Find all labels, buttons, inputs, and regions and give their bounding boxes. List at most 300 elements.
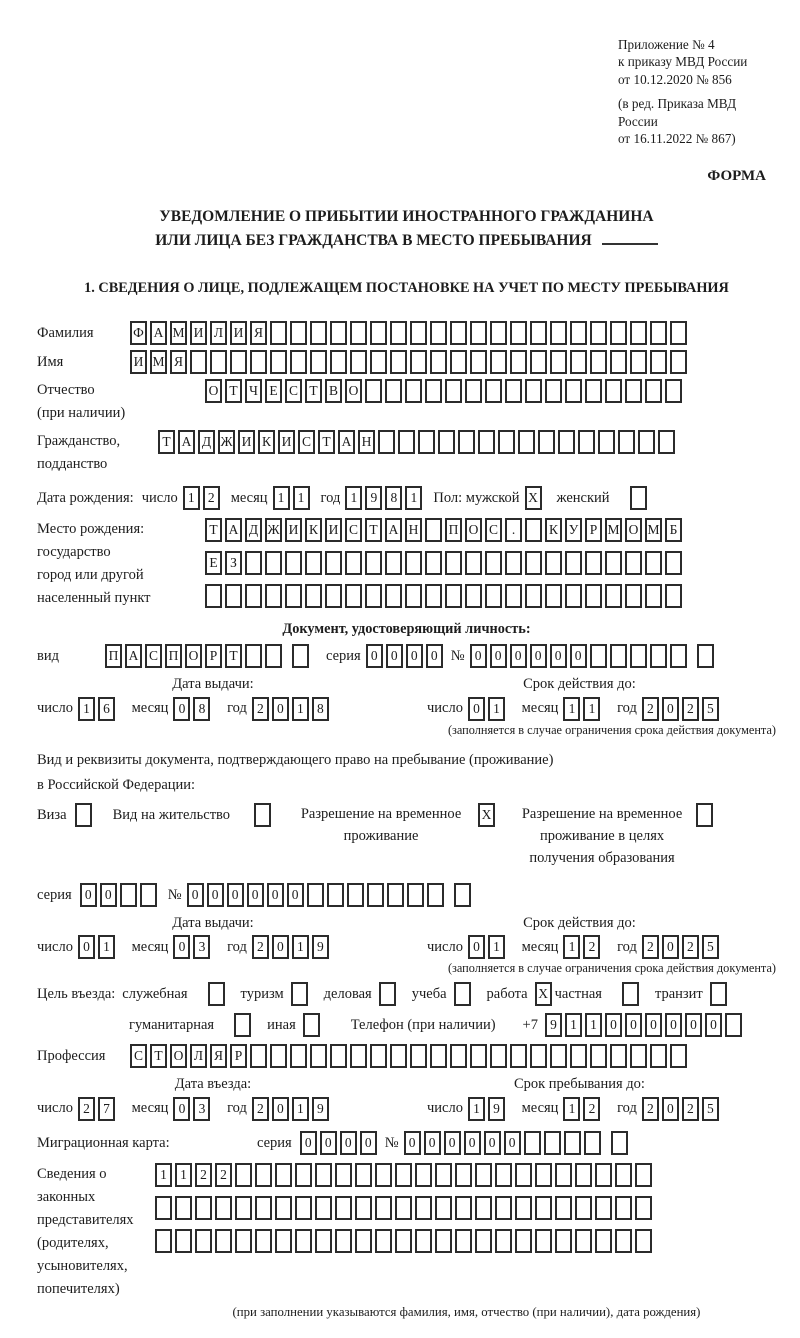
- char-box[interactable]: [670, 1044, 687, 1068]
- char-box[interactable]: [610, 1044, 627, 1068]
- char-box[interactable]: [605, 379, 622, 403]
- char-box[interactable]: [245, 551, 262, 575]
- char-box[interactable]: [325, 551, 342, 575]
- char-box[interactable]: Ф: [130, 321, 147, 345]
- char-box[interactable]: [615, 1229, 632, 1253]
- char-box[interactable]: [395, 1229, 412, 1253]
- char-box[interactable]: [590, 644, 607, 668]
- char-box[interactable]: 6: [98, 697, 115, 721]
- char-box[interactable]: Е: [265, 379, 282, 403]
- char-box[interactable]: [498, 430, 515, 454]
- char-box[interactable]: 1: [563, 697, 580, 721]
- char-box[interactable]: 1: [155, 1163, 172, 1187]
- char-box[interactable]: 1: [345, 486, 362, 510]
- char-box[interactable]: [335, 1163, 352, 1187]
- char-box[interactable]: 0: [272, 935, 289, 959]
- char-box[interactable]: [495, 1163, 512, 1187]
- char-box[interactable]: [303, 1013, 320, 1037]
- char-box[interactable]: [665, 379, 682, 403]
- char-box[interactable]: [347, 883, 364, 907]
- char-box[interactable]: [625, 379, 642, 403]
- char-box[interactable]: [355, 1229, 372, 1253]
- char-box[interactable]: [570, 1044, 587, 1068]
- char-box[interactable]: С: [285, 379, 302, 403]
- char-box[interactable]: [235, 1196, 252, 1220]
- char-box[interactable]: [425, 584, 442, 608]
- char-box[interactable]: 1: [175, 1163, 192, 1187]
- char-box[interactable]: [250, 350, 267, 374]
- char-box[interactable]: [365, 584, 382, 608]
- char-box[interactable]: 0: [173, 1097, 190, 1121]
- char-box[interactable]: [585, 584, 602, 608]
- char-box[interactable]: 2: [682, 935, 699, 959]
- char-box[interactable]: [670, 350, 687, 374]
- char-box[interactable]: [415, 1163, 432, 1187]
- char-box[interactable]: И: [238, 430, 255, 454]
- char-box[interactable]: [415, 1229, 432, 1253]
- char-box[interactable]: [155, 1229, 172, 1253]
- char-box[interactable]: [285, 584, 302, 608]
- char-box[interactable]: [208, 982, 225, 1006]
- char-box[interactable]: [535, 1196, 552, 1220]
- char-box[interactable]: [275, 1196, 292, 1220]
- char-box[interactable]: 1: [78, 697, 95, 721]
- char-box[interactable]: [350, 350, 367, 374]
- char-box[interactable]: [255, 1163, 272, 1187]
- char-box[interactable]: 9: [488, 1097, 505, 1121]
- char-box[interactable]: [575, 1196, 592, 1220]
- char-box[interactable]: [255, 1196, 272, 1220]
- char-box[interactable]: [418, 430, 435, 454]
- char-box[interactable]: Л: [210, 321, 227, 345]
- char-box[interactable]: [605, 551, 622, 575]
- char-box[interactable]: [475, 1229, 492, 1253]
- char-box[interactable]: 0: [406, 644, 423, 668]
- char-box[interactable]: 1: [98, 935, 115, 959]
- char-box[interactable]: О: [625, 518, 642, 542]
- char-box[interactable]: [295, 1163, 312, 1187]
- char-box[interactable]: М: [605, 518, 622, 542]
- char-box[interactable]: [478, 430, 495, 454]
- char-box[interactable]: [155, 1196, 172, 1220]
- char-box[interactable]: [645, 379, 662, 403]
- char-box[interactable]: 2: [78, 1097, 95, 1121]
- char-box[interactable]: [465, 379, 482, 403]
- char-box[interactable]: М: [645, 518, 662, 542]
- char-box[interactable]: [295, 1196, 312, 1220]
- char-box[interactable]: [458, 430, 475, 454]
- char-box[interactable]: С: [298, 430, 315, 454]
- char-box[interactable]: [327, 883, 344, 907]
- char-box[interactable]: У: [565, 518, 582, 542]
- char-box[interactable]: 8: [193, 697, 210, 721]
- char-box[interactable]: [290, 321, 307, 345]
- char-box[interactable]: 0: [464, 1131, 481, 1155]
- char-box[interactable]: А: [385, 518, 402, 542]
- char-box[interactable]: [590, 1044, 607, 1068]
- char-box[interactable]: [335, 1229, 352, 1253]
- char-box[interactable]: З: [225, 551, 242, 575]
- char-box[interactable]: [205, 584, 222, 608]
- char-box[interactable]: 1: [563, 1097, 580, 1121]
- char-box[interactable]: [615, 1163, 632, 1187]
- char-box[interactable]: [387, 883, 404, 907]
- char-box[interactable]: [670, 321, 687, 345]
- char-box[interactable]: О: [185, 644, 202, 668]
- char-box[interactable]: [415, 1196, 432, 1220]
- char-box[interactable]: [495, 1196, 512, 1220]
- char-box[interactable]: 0: [570, 644, 587, 668]
- char-box[interactable]: [425, 518, 442, 542]
- char-box[interactable]: [544, 1131, 561, 1155]
- char-box[interactable]: [565, 584, 582, 608]
- char-box[interactable]: Т: [225, 644, 242, 668]
- char-box[interactable]: [385, 379, 402, 403]
- char-box[interactable]: [575, 1229, 592, 1253]
- char-box[interactable]: [595, 1196, 612, 1220]
- char-box[interactable]: [545, 584, 562, 608]
- char-box[interactable]: [584, 1131, 601, 1155]
- char-box[interactable]: X: [535, 982, 552, 1006]
- char-box[interactable]: Е: [205, 551, 222, 575]
- char-box[interactable]: [635, 1196, 652, 1220]
- char-box[interactable]: А: [125, 644, 142, 668]
- char-box[interactable]: [585, 551, 602, 575]
- char-box[interactable]: 0: [366, 644, 383, 668]
- char-box[interactable]: [445, 379, 462, 403]
- char-box[interactable]: [578, 430, 595, 454]
- char-box[interactable]: [558, 430, 575, 454]
- char-box[interactable]: А: [338, 430, 355, 454]
- char-box[interactable]: [565, 551, 582, 575]
- char-box[interactable]: [330, 321, 347, 345]
- char-box[interactable]: [120, 883, 137, 907]
- char-box[interactable]: [555, 1196, 572, 1220]
- char-box[interactable]: [398, 430, 415, 454]
- char-box[interactable]: [235, 1163, 252, 1187]
- char-box[interactable]: [515, 1163, 532, 1187]
- char-box[interactable]: [530, 1044, 547, 1068]
- char-box[interactable]: И: [325, 518, 342, 542]
- char-box[interactable]: [330, 350, 347, 374]
- char-box[interactable]: [175, 1229, 192, 1253]
- char-box[interactable]: С: [130, 1044, 147, 1068]
- char-box[interactable]: [595, 1229, 612, 1253]
- char-box[interactable]: [555, 1229, 572, 1253]
- char-box[interactable]: [379, 982, 396, 1006]
- char-box[interactable]: 1: [488, 697, 505, 721]
- char-box[interactable]: [290, 1044, 307, 1068]
- char-box[interactable]: [310, 350, 327, 374]
- char-box[interactable]: [395, 1163, 412, 1187]
- char-box[interactable]: [650, 350, 667, 374]
- char-box[interactable]: [140, 883, 157, 907]
- char-box[interactable]: [625, 551, 642, 575]
- char-box[interactable]: [530, 350, 547, 374]
- char-box[interactable]: [465, 584, 482, 608]
- char-box[interactable]: [450, 321, 467, 345]
- char-box[interactable]: 2: [642, 697, 659, 721]
- char-box[interactable]: Д: [198, 430, 215, 454]
- char-box[interactable]: [696, 803, 713, 827]
- char-box[interactable]: [510, 321, 527, 345]
- char-box[interactable]: [405, 379, 422, 403]
- char-box[interactable]: [645, 584, 662, 608]
- char-box[interactable]: Б: [665, 518, 682, 542]
- char-box[interactable]: Р: [585, 518, 602, 542]
- char-box[interactable]: 0: [625, 1013, 642, 1037]
- char-box[interactable]: [635, 1163, 652, 1187]
- char-box[interactable]: [375, 1163, 392, 1187]
- char-box[interactable]: 2: [252, 935, 269, 959]
- char-box[interactable]: [454, 883, 471, 907]
- char-box[interactable]: 0: [468, 697, 485, 721]
- char-box[interactable]: 2: [682, 697, 699, 721]
- char-box[interactable]: [650, 321, 667, 345]
- char-box[interactable]: 9: [312, 1097, 329, 1121]
- char-box[interactable]: [292, 644, 309, 668]
- char-box[interactable]: [505, 584, 522, 608]
- char-box[interactable]: 2: [252, 697, 269, 721]
- char-box[interactable]: А: [225, 518, 242, 542]
- char-box[interactable]: Н: [358, 430, 375, 454]
- char-box[interactable]: О: [170, 1044, 187, 1068]
- char-box[interactable]: [645, 551, 662, 575]
- char-box[interactable]: Ч: [245, 379, 262, 403]
- char-box[interactable]: [210, 350, 227, 374]
- char-box[interactable]: [410, 1044, 427, 1068]
- char-box[interactable]: [665, 551, 682, 575]
- char-box[interactable]: [611, 1131, 628, 1155]
- char-box[interactable]: 0: [207, 883, 224, 907]
- char-box[interactable]: [435, 1163, 452, 1187]
- char-box[interactable]: [265, 584, 282, 608]
- char-box[interactable]: Т: [225, 379, 242, 403]
- char-box[interactable]: П: [165, 644, 182, 668]
- char-box[interactable]: 0: [272, 697, 289, 721]
- char-box[interactable]: 0: [247, 883, 264, 907]
- char-box[interactable]: 0: [100, 883, 117, 907]
- char-box[interactable]: К: [545, 518, 562, 542]
- char-box[interactable]: X: [478, 803, 495, 827]
- char-box[interactable]: 3: [193, 1097, 210, 1121]
- char-box[interactable]: X: [525, 486, 542, 510]
- char-box[interactable]: 5: [702, 935, 719, 959]
- char-box[interactable]: [485, 584, 502, 608]
- char-box[interactable]: 1: [563, 935, 580, 959]
- char-box[interactable]: 0: [80, 883, 97, 907]
- char-box[interactable]: 1: [183, 486, 200, 510]
- char-box[interactable]: [427, 883, 444, 907]
- char-box[interactable]: Л: [190, 1044, 207, 1068]
- char-box[interactable]: Д: [245, 518, 262, 542]
- char-box[interactable]: [195, 1196, 212, 1220]
- char-box[interactable]: 1: [585, 1013, 602, 1037]
- char-box[interactable]: О: [345, 379, 362, 403]
- char-box[interactable]: И: [190, 321, 207, 345]
- char-box[interactable]: П: [105, 644, 122, 668]
- char-box[interactable]: [515, 1196, 532, 1220]
- char-box[interactable]: [505, 551, 522, 575]
- char-box[interactable]: О: [205, 379, 222, 403]
- char-box[interactable]: 1: [292, 1097, 309, 1121]
- char-box[interactable]: [490, 350, 507, 374]
- char-box[interactable]: [245, 644, 262, 668]
- char-box[interactable]: [465, 551, 482, 575]
- char-box[interactable]: [435, 1229, 452, 1253]
- char-box[interactable]: 1: [583, 697, 600, 721]
- char-box[interactable]: [490, 321, 507, 345]
- char-box[interactable]: [610, 644, 627, 668]
- char-box[interactable]: [450, 1044, 467, 1068]
- char-box[interactable]: [570, 321, 587, 345]
- char-box[interactable]: Ж: [218, 430, 235, 454]
- char-box[interactable]: [255, 1229, 272, 1253]
- char-box[interactable]: [265, 644, 282, 668]
- char-box[interactable]: [555, 1163, 572, 1187]
- char-box[interactable]: [638, 430, 655, 454]
- char-box[interactable]: [485, 379, 502, 403]
- char-box[interactable]: 0: [267, 883, 284, 907]
- char-box[interactable]: 0: [272, 1097, 289, 1121]
- char-box[interactable]: [370, 350, 387, 374]
- char-box[interactable]: 0: [187, 883, 204, 907]
- char-box[interactable]: [345, 584, 362, 608]
- char-box[interactable]: [390, 1044, 407, 1068]
- char-box[interactable]: Н: [405, 518, 422, 542]
- char-box[interactable]: [538, 430, 555, 454]
- char-box[interactable]: 0: [360, 1131, 377, 1155]
- char-box[interactable]: Т: [318, 430, 335, 454]
- char-box[interactable]: [435, 1196, 452, 1220]
- char-box[interactable]: [525, 518, 542, 542]
- char-box[interactable]: 0: [287, 883, 304, 907]
- char-box[interactable]: П: [445, 518, 462, 542]
- char-box[interactable]: [595, 1163, 612, 1187]
- char-box[interactable]: [535, 1229, 552, 1253]
- char-box[interactable]: [630, 1044, 647, 1068]
- char-box[interactable]: [307, 883, 324, 907]
- char-box[interactable]: [355, 1163, 372, 1187]
- char-box[interactable]: [455, 1196, 472, 1220]
- char-box[interactable]: [710, 982, 727, 1006]
- char-box[interactable]: [235, 1229, 252, 1253]
- char-box[interactable]: [430, 350, 447, 374]
- char-box[interactable]: 7: [98, 1097, 115, 1121]
- char-box[interactable]: 0: [662, 1097, 679, 1121]
- char-box[interactable]: 2: [203, 486, 220, 510]
- char-box[interactable]: [315, 1229, 332, 1253]
- char-box[interactable]: [530, 321, 547, 345]
- char-box[interactable]: [590, 321, 607, 345]
- char-box[interactable]: 0: [426, 644, 443, 668]
- char-box[interactable]: И: [285, 518, 302, 542]
- char-box[interactable]: 9: [365, 486, 382, 510]
- char-box[interactable]: [455, 1163, 472, 1187]
- char-box[interactable]: [385, 584, 402, 608]
- char-box[interactable]: 2: [195, 1163, 212, 1187]
- char-box[interactable]: 1: [405, 486, 422, 510]
- char-box[interactable]: [545, 379, 562, 403]
- char-box[interactable]: 0: [470, 644, 487, 668]
- char-box[interactable]: 0: [665, 1013, 682, 1037]
- char-box[interactable]: 0: [386, 644, 403, 668]
- char-box[interactable]: [270, 321, 287, 345]
- char-box[interactable]: [375, 1229, 392, 1253]
- char-box[interactable]: [367, 883, 384, 907]
- char-box[interactable]: И: [230, 321, 247, 345]
- char-box[interactable]: [405, 584, 422, 608]
- char-box[interactable]: [635, 1229, 652, 1253]
- char-box[interactable]: [550, 1044, 567, 1068]
- char-box[interactable]: [445, 584, 462, 608]
- char-box[interactable]: [305, 584, 322, 608]
- char-box[interactable]: [295, 1229, 312, 1253]
- char-box[interactable]: Т: [305, 379, 322, 403]
- char-box[interactable]: [445, 551, 462, 575]
- char-box[interactable]: [285, 551, 302, 575]
- char-box[interactable]: [470, 1044, 487, 1068]
- char-box[interactable]: [375, 1196, 392, 1220]
- char-box[interactable]: М: [170, 321, 187, 345]
- char-box[interactable]: 0: [685, 1013, 702, 1037]
- char-box[interactable]: [515, 1229, 532, 1253]
- char-box[interactable]: [275, 1163, 292, 1187]
- char-box[interactable]: [525, 379, 542, 403]
- char-box[interactable]: [545, 551, 562, 575]
- char-box[interactable]: 0: [78, 935, 95, 959]
- char-box[interactable]: [225, 584, 242, 608]
- char-box[interactable]: [390, 321, 407, 345]
- char-box[interactable]: 9: [312, 935, 329, 959]
- char-box[interactable]: [622, 982, 639, 1006]
- char-box[interactable]: 0: [444, 1131, 461, 1155]
- char-box[interactable]: [630, 350, 647, 374]
- char-box[interactable]: С: [345, 518, 362, 542]
- char-box[interactable]: [310, 321, 327, 345]
- char-box[interactable]: Т: [365, 518, 382, 542]
- char-box[interactable]: 2: [583, 935, 600, 959]
- char-box[interactable]: [270, 350, 287, 374]
- char-box[interactable]: [605, 584, 622, 608]
- char-box[interactable]: [630, 321, 647, 345]
- char-box[interactable]: [525, 551, 542, 575]
- char-box[interactable]: 0: [227, 883, 244, 907]
- char-box[interactable]: [615, 1196, 632, 1220]
- char-box[interactable]: 0: [490, 644, 507, 668]
- char-box[interactable]: [335, 1196, 352, 1220]
- char-box[interactable]: [365, 379, 382, 403]
- char-box[interactable]: [75, 803, 92, 827]
- char-box[interactable]: 5: [702, 1097, 719, 1121]
- char-box[interactable]: 1: [292, 935, 309, 959]
- char-box[interactable]: [407, 883, 424, 907]
- char-box[interactable]: 2: [642, 1097, 659, 1121]
- char-box[interactable]: [455, 1229, 472, 1253]
- char-box[interactable]: [425, 379, 442, 403]
- char-box[interactable]: [305, 551, 322, 575]
- char-box[interactable]: 1: [292, 697, 309, 721]
- char-box[interactable]: 1: [293, 486, 310, 510]
- char-box[interactable]: [215, 1229, 232, 1253]
- char-box[interactable]: [378, 430, 395, 454]
- char-box[interactable]: [234, 1013, 251, 1037]
- char-box[interactable]: [385, 551, 402, 575]
- char-box[interactable]: [345, 551, 362, 575]
- char-box[interactable]: [565, 379, 582, 403]
- char-box[interactable]: [550, 350, 567, 374]
- char-box[interactable]: [370, 1044, 387, 1068]
